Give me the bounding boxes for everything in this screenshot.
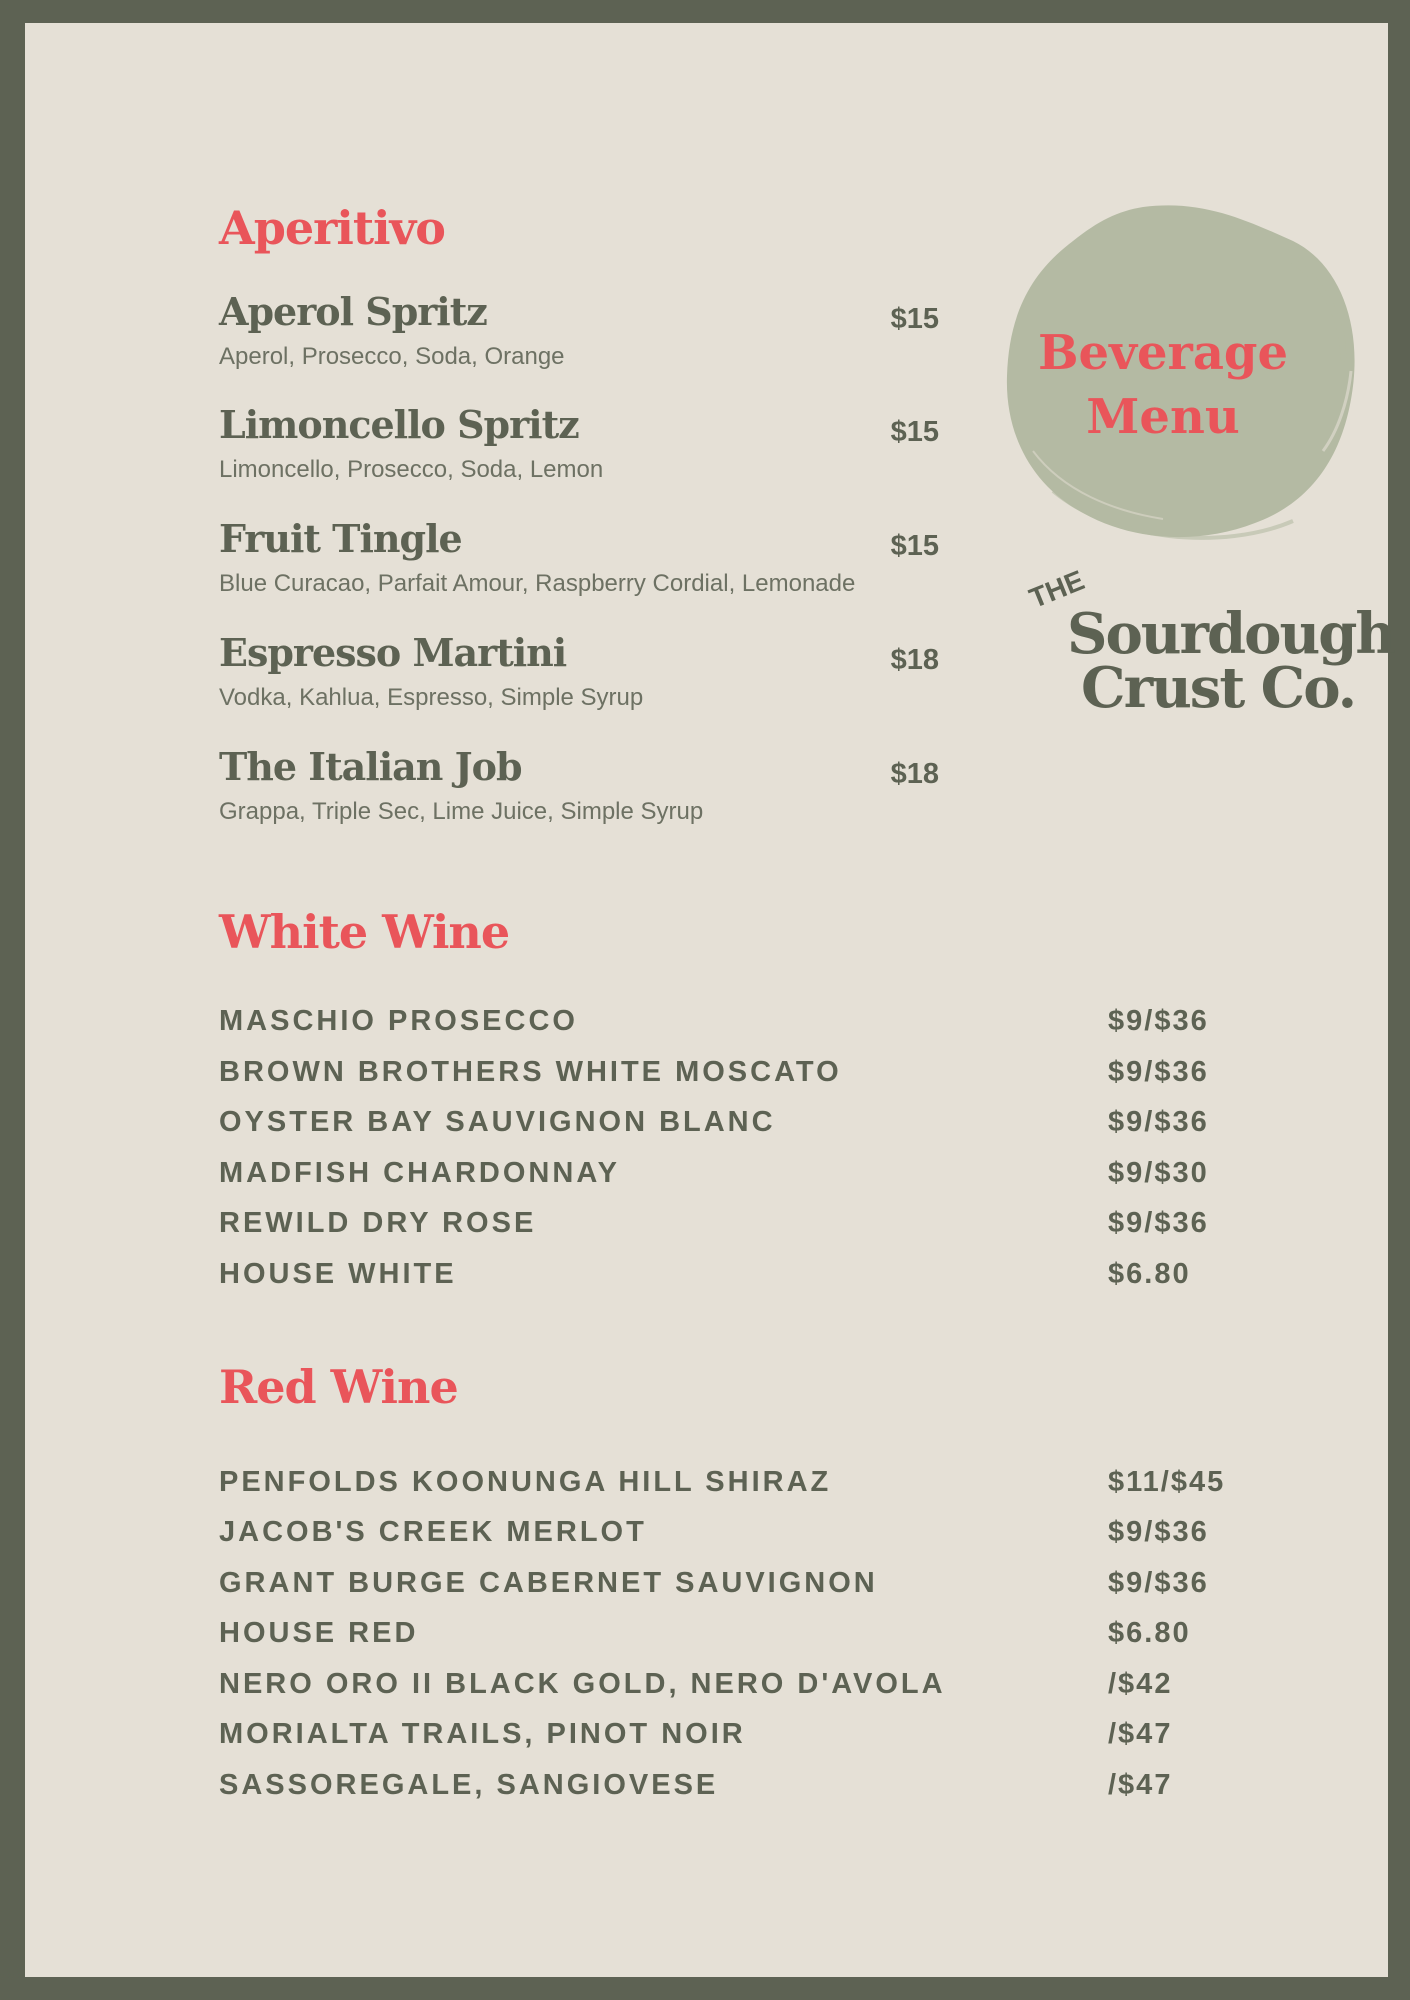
wine-row <box>219 1106 1269 1146</box>
wine-name: SASSOREGALE, SANGIOVESE <box>219 1769 719 1801</box>
cocktail-name: The Italian Job <box>219 744 522 789</box>
cocktail-name: Aperol Spritz <box>219 289 487 334</box>
sourdough-crust-logo <box>1025 561 1395 721</box>
wine-name: PENFOLDS KOONUNGA HILL SHIRAZ <box>219 1466 832 1498</box>
wine-name: NERO ORO II BLACK GOLD, NERO D'AVOLA <box>219 1668 946 1700</box>
cocktail-price: $15 <box>890 416 939 448</box>
cocktail-ingredients: Vodka, Kahlua, Espresso, Simple Syrup <box>219 684 644 711</box>
cocktail-price: $18 <box>890 644 939 676</box>
badge-line-2: Menu <box>1086 389 1240 445</box>
badge-line-1: Beverage <box>1037 325 1289 381</box>
badge-title <box>993 321 1333 449</box>
beverage-menu-badge <box>993 201 1373 561</box>
wine-price: /$47 <box>1108 1718 1173 1750</box>
wine-name: REWILD DRY ROSE <box>219 1207 537 1239</box>
wine-price: $6.80 <box>1108 1617 1191 1649</box>
wine-price: $9/$36 <box>1108 1106 1209 1138</box>
red-wine-title: Red Wine <box>219 1360 458 1414</box>
wine-name: HOUSE RED <box>219 1617 419 1649</box>
wine-name: HOUSE WHITE <box>219 1258 457 1290</box>
logo-line-1: Sourdough <box>1067 601 1395 667</box>
wine-row <box>219 1769 1269 1809</box>
cocktail-ingredients: Limoncello, Prosecco, Soda, Lemon <box>219 456 604 483</box>
cocktail-name: Fruit Tingle <box>219 516 462 561</box>
aperitivo-title: Aperitivo <box>219 201 445 255</box>
wine-price: $6.80 <box>1108 1258 1191 1290</box>
wine-price: /$42 <box>1108 1668 1173 1700</box>
wine-row <box>219 1718 1269 1758</box>
cocktail-ingredients: Aperol, Prosecco, Soda, Orange <box>219 343 565 370</box>
wine-row <box>219 1005 1269 1045</box>
cocktail-price: $15 <box>890 303 939 335</box>
wine-row <box>219 1466 1269 1506</box>
wine-price: $9/$36 <box>1108 1516 1209 1548</box>
cocktail-item <box>219 744 939 844</box>
wine-name: JACOB'S CREEK MERLOT <box>219 1516 647 1548</box>
cocktail-ingredients: Blue Curacao, Parfait Amour, Raspberry Cordial, Lemonade <box>219 570 856 597</box>
wine-price: $9/$30 <box>1108 1157 1209 1189</box>
wine-row <box>219 1617 1269 1657</box>
logo-line-2: Crust Co. <box>1081 655 1356 721</box>
wine-name: MASCHIO PROSECCO <box>219 1005 578 1037</box>
wine-row <box>219 1157 1269 1197</box>
white-wine-title: White Wine <box>219 905 510 959</box>
wine-price: $9/$36 <box>1108 1207 1209 1239</box>
wine-price: $9/$36 <box>1108 1567 1209 1599</box>
cocktail-name: Espresso Martini <box>219 630 567 675</box>
wine-price: $9/$36 <box>1108 1056 1209 1088</box>
cocktail-item <box>219 516 939 616</box>
cocktail-ingredients: Grappa, Triple Sec, Lime Juice, Simple Syrup <box>219 798 704 825</box>
wine-row <box>219 1207 1269 1247</box>
wine-row <box>219 1516 1269 1556</box>
cocktail-price: $15 <box>890 530 939 562</box>
wine-row <box>219 1567 1269 1607</box>
logo-the: THE <box>1025 564 1089 615</box>
cocktail-price: $18 <box>890 758 939 790</box>
cocktail-item <box>219 289 939 389</box>
menu-page <box>25 23 1395 1977</box>
wine-row <box>219 1258 1269 1298</box>
cocktail-item <box>219 630 939 730</box>
wine-price: /$47 <box>1108 1769 1173 1801</box>
wine-name: GRANT BURGE CABERNET SAUVIGNON <box>219 1567 878 1599</box>
wine-name: BROWN BROTHERS WHITE MOSCATO <box>219 1056 842 1088</box>
cocktail-name: Limoncello Spritz <box>219 402 579 447</box>
wine-price: $9/$36 <box>1108 1005 1209 1037</box>
wine-price: $11/$45 <box>1108 1466 1226 1498</box>
wine-name: MORIALTA TRAILS, PINOT NOIR <box>219 1718 746 1750</box>
cocktail-item <box>219 402 939 502</box>
wine-row <box>219 1668 1269 1708</box>
wine-row <box>219 1056 1269 1096</box>
wine-name: OYSTER BAY SAUVIGNON BLANC <box>219 1106 776 1138</box>
wine-name: MADFISH CHARDONNAY <box>219 1157 620 1189</box>
